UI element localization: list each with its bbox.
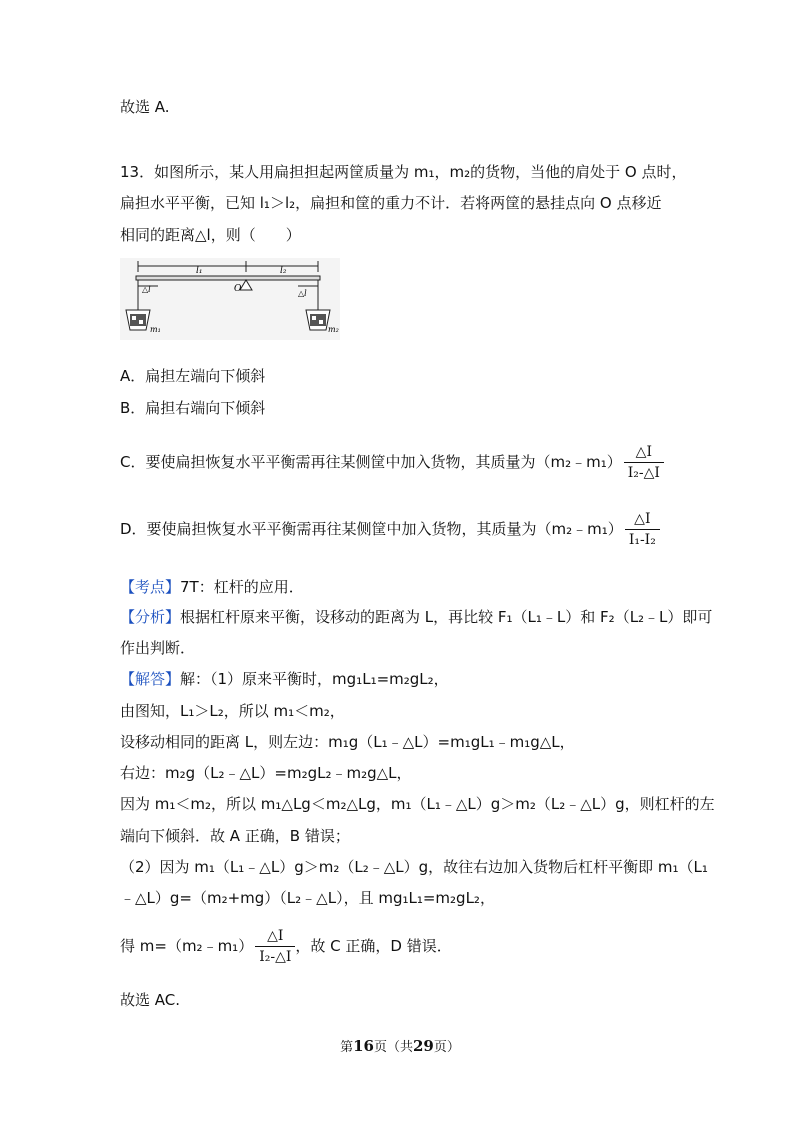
footer-pre: 第 [340, 1040, 354, 1055]
solution-line-6: 端向下倾斜．故 A 正确，B 错误； [120, 827, 350, 845]
kaodian [120, 577, 304, 597]
option-a: A．扁担左端向下倾斜 [120, 367, 266, 385]
footer-total-pages: 29 [413, 1037, 434, 1055]
fenxi-text: 根据杠杆原来平衡，设移动的距离为 L，再比较 F₁（L₁﹣L）和 F₂（L₂﹣L）即可 [180, 608, 713, 626]
question-line-1: 13．如图所示，某人用扁担担起两筐质量为 m₁，m₂的货物，当他的肩处于 O 点时， [120, 163, 687, 181]
m1-label: m₁ [150, 325, 161, 334]
option-d [120, 509, 660, 549]
l2-label: l₂ [280, 266, 287, 276]
fraction-numerator: △I [625, 510, 660, 530]
delta-l-left: △l [142, 285, 151, 294]
question-line-2: 扁担水平平衡，已知 l₁＞l₂，扁担和筐的重力不计．若将两筐的悬挂点向 O 点移近 [120, 194, 662, 212]
solution-fraction [255, 927, 295, 966]
option-c [120, 442, 664, 482]
solution-line-5: 因为 m₁＜m₂，所以 m₁△Lg＜m₂△Lg，m₁（L₁﹣△L）g＞m₂（L₂﹣△L）g，则杠杆的左 [120, 795, 715, 813]
solution-text-end: ，故 C 正确，D 错误． [295, 937, 452, 955]
footer-post: 页） [433, 1040, 460, 1055]
kaodian-tag: 【考点】 [120, 578, 181, 596]
lever-diagram [120, 258, 340, 340]
solution-line-8: ﹣△L）g=（m₂+mg）（L₂﹣△L），且 mg₁L₁=m₂gL₂， [120, 889, 495, 907]
o-label: O [234, 284, 242, 294]
fenxi-tag: 【分析】 [120, 608, 181, 626]
solution-line-9 [120, 926, 452, 966]
fraction-denominator: I₁-I₂ [628, 532, 656, 548]
final-answer: 故选 AC. [120, 991, 181, 1009]
option-c-fraction [624, 443, 664, 482]
solution-line-2: 由图知，L₁＞L₂，所以 m₁＜m₂， [120, 702, 345, 720]
option-b: B．扁担右端向下倾斜 [120, 399, 266, 417]
question-line-3: 相同的距离△l，则（ ） [120, 226, 301, 244]
m2-label: m₂ [328, 325, 339, 334]
jieda-text: 解：（1）原来平衡时，mg₁L₁=m₂gL₂， [180, 670, 449, 688]
footer-page-number: 16 [353, 1037, 374, 1055]
footer-mid: 页（共 [373, 1040, 413, 1055]
fenxi-line-1 [120, 607, 712, 627]
jieda-tag: 【解答】 [120, 670, 181, 688]
kaodian-text: 7T：杠杆的应用． [180, 578, 304, 596]
l1-label: l₁ [196, 266, 203, 276]
option-c-text: C．要使扁担恢复水平平衡需再往某侧筐中加入货物，其质量为（m₂﹣m₁） [120, 453, 622, 471]
solution-line-7: （2）因为 m₁（L₁﹣△L）g＞m₂（L₂﹣△L）g，故往右边加入货物后杠杆平衡即 m₁（L₁ [120, 858, 708, 876]
fraction-denominator: I₂-△I [259, 949, 292, 965]
solution-line-3: 设移动相同的距离 L，则左边：m₁g（L₁﹣△L）=m₁gL₁﹣m₁g△L， [120, 733, 575, 751]
fraction-denominator: I₂-△I [627, 465, 660, 481]
option-d-fraction [625, 510, 660, 549]
page-footer [0, 1036, 800, 1055]
solution-line-4: 右边：m₂g（L₂﹣△L）=m₂gL₂﹣m₂g△L， [120, 764, 412, 782]
option-d-text: D．要使扁担恢复水平平衡需再往某侧筐中加入货物，其质量为（m₂﹣m₁） [120, 520, 623, 538]
jieda-line-1 [120, 669, 449, 689]
prev-answer: 故选 A. [120, 98, 170, 116]
solution-text: 得 m=（m₂﹣m₁） [120, 937, 254, 955]
delta-l-right: △l [298, 289, 307, 298]
fenxi-line-2: 作出判断． [120, 639, 196, 657]
fraction-numerator: △I [624, 443, 664, 463]
fraction-numerator: △I [255, 927, 295, 947]
